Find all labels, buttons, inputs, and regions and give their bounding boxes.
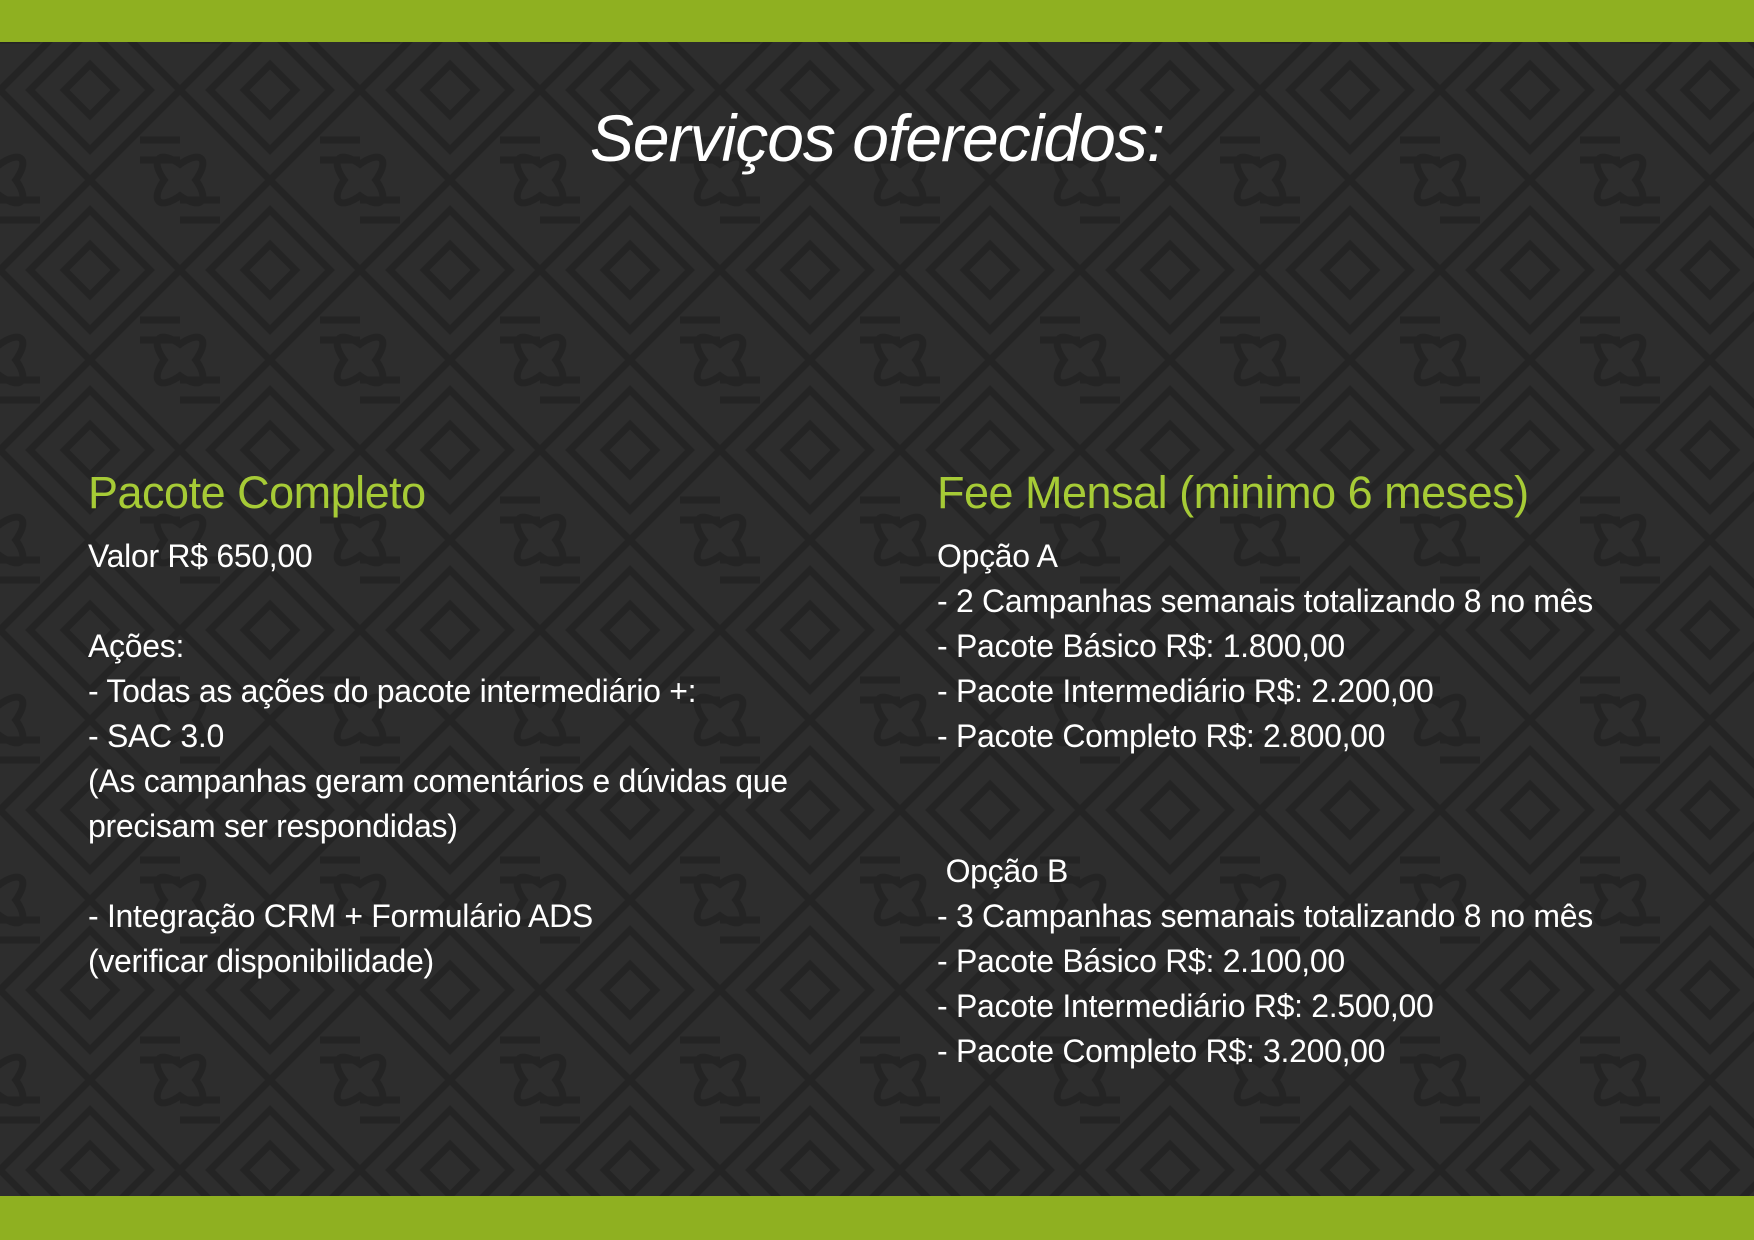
action-line: (verificar disponibilidade)	[88, 943, 434, 979]
top-accent-bar	[0, 0, 1754, 42]
spacer	[937, 804, 1737, 849]
spacer	[88, 849, 908, 894]
spacer	[937, 759, 1737, 804]
option-a-line: - Pacote Intermediário R$: 2.200,00	[937, 673, 1434, 709]
package-value: Valor R$ 650,00	[88, 538, 313, 574]
package-section	[88, 462, 908, 984]
package-heading: Pacote Completo	[88, 467, 426, 518]
monthly-fee-section	[937, 462, 1737, 1074]
action-line: (As campanhas geram comentários e dúvidas que	[88, 763, 788, 799]
option-a-line: - Pacote Completo R$: 2.800,00	[937, 718, 1386, 754]
action-line: - Integração CRM + Formulário ADS	[88, 898, 593, 934]
option-b-line: - Pacote Completo R$: 3.200,00	[937, 1033, 1386, 1069]
action-line: - Todas as ações do pacote intermediário +:	[88, 673, 697, 709]
action-line: precisam ser respondidas)	[88, 808, 458, 844]
option-a-line: - Pacote Básico R$: 1.800,00	[937, 628, 1345, 664]
monthly-fee-heading: Fee Mensal (minimo 6 meses)	[937, 467, 1529, 518]
spacer	[88, 579, 908, 624]
actions-label: Ações:	[88, 628, 185, 664]
option-a-label: Opção A	[937, 538, 1058, 574]
action-line: - SAC 3.0	[88, 718, 225, 754]
option-a-line: - 2 Campanhas semanais totalizando 8 no mês	[937, 583, 1593, 619]
bottom-accent-bar	[0, 1196, 1754, 1240]
option-b-label: Opção B	[937, 853, 1069, 889]
option-b-line: - Pacote Intermediário R$: 2.500,00	[937, 988, 1434, 1024]
option-b-line: - 3 Campanhas semanais totalizando 8 no mês	[937, 898, 1593, 934]
option-b-line: - Pacote Básico R$: 2.100,00	[937, 943, 1345, 979]
page-title: Serviços oferecidos:	[589, 101, 1165, 175]
